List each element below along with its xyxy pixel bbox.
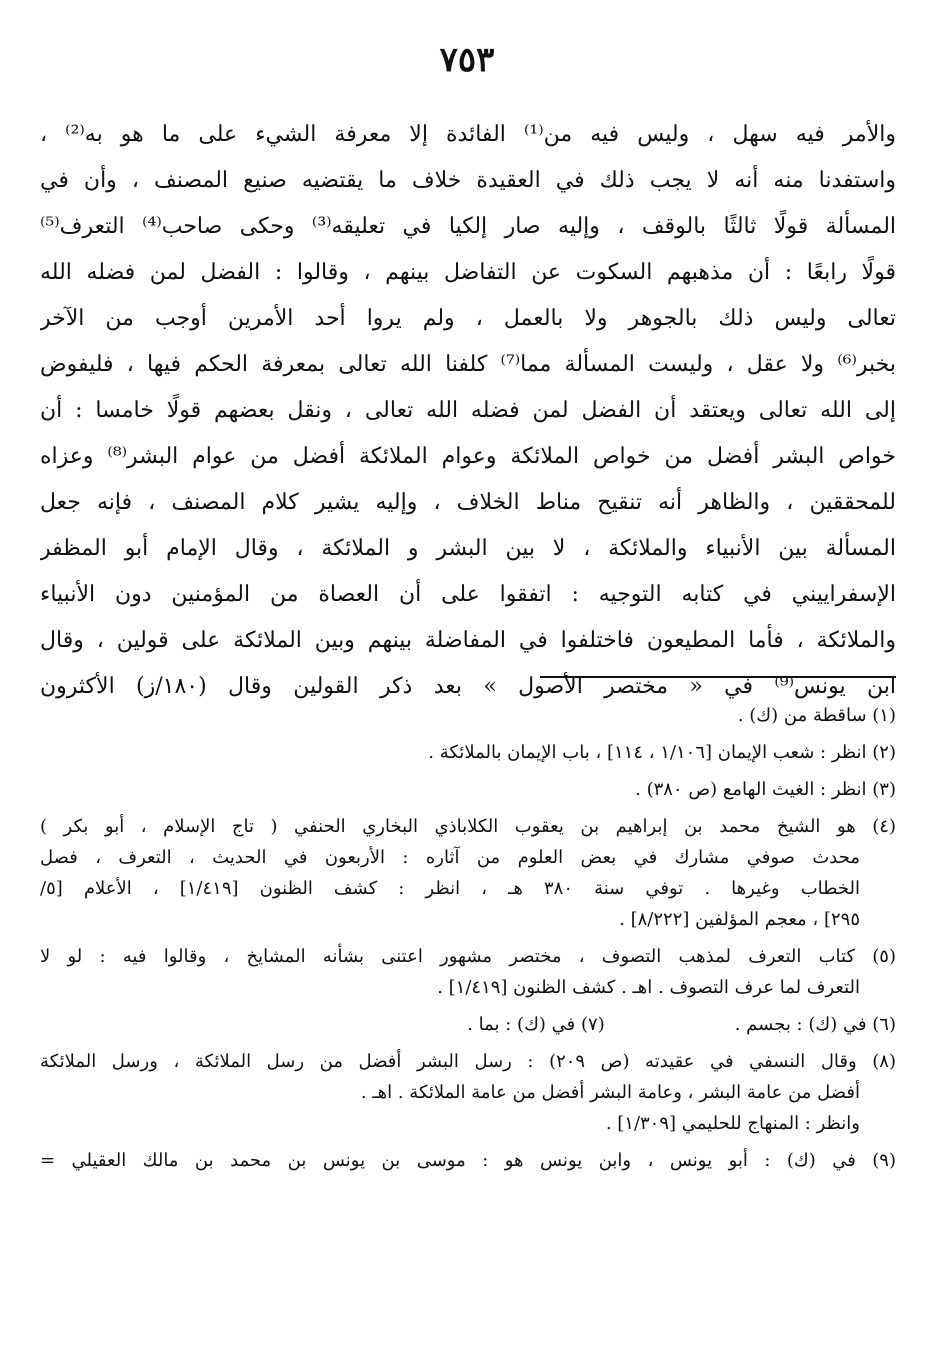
main-text-line: المسألة بين الأنبياء والملائكة ، لا بين البشر و الملائكة ، وقال الإمام أبو المظفر — [40, 536, 896, 561]
main-text-block — [40, 112, 896, 710]
footnote-5 — [40, 941, 896, 1003]
footnote-text: أفضل من عامة البشر ، وعامة البشر أفضل من عامة الملائكة . اهـ . — [360, 1082, 860, 1103]
footnote-4 — [40, 811, 896, 935]
footnote-6: (٦) في (ك) : بجسم . — [734, 1014, 896, 1035]
main-text-line: للمحققين ، والظاهر أنه تنقيح مناط الخلاف ، وإليه يشير كلام المصنف ، فإنه جعل — [40, 490, 896, 515]
footnote-9 — [40, 1145, 896, 1176]
footnote-text: التعرف لما عرف التصوف . اهـ . كشف الظنون [١/٤١٩] . — [437, 977, 860, 998]
footnote-7: (٧) في (ك) : بما . — [467, 1014, 605, 1035]
footnote-text: وانظر : المنهاج للحليمي [١/٣٠٩] . — [605, 1113, 860, 1134]
page-number: ٧٥٣ — [439, 40, 495, 80]
main-text-line: واستفدنا منه أنه لا يجب ذلك في العقيدة خلاف ما يقتضيه صنيع المصنف ، وأن في — [40, 168, 896, 193]
footnote-text: (٩) في (ك) : أبو يونس ، وابن يونس هو : موسى بن يونس بن محمد بن مالك العقيلي = — [40, 1150, 896, 1171]
main-text-line: المسألة قولًا ثالثًا بالوقف ، وإليه صار إلكيا في تعليقه⁽³⁾ وحكى صاحب⁽⁴⁾ التعرف⁽⁵⁾ — [40, 214, 896, 239]
footnote-text: (٥) كتاب التعرف لمذهب التصوف ، مختصر مشهور اعتنى بشأنه المشايخ ، وقالوا فيه : لو لا — [40, 946, 896, 967]
footnote-text: (١) ساقطة من (ك) . — [737, 705, 896, 726]
footnote-text: (٨) وقال النسفي في عقيدته (ص ٢٠٩) : رسل البشر أفضل من رسل الملائكة ، ورسل الملائكة — [40, 1051, 896, 1072]
main-text-line: ابن يونس⁽⁹⁾ في « مختصر الأصول » بعد ذكر القولين وقال (١٨٠/ز) الأكثرون — [40, 674, 896, 699]
main-text-line: إلى الله تعالى ويعتقد أن الفضل لمن فضله الله تعالى ، ونقل بعضهم قولًا خامسا : أن — [40, 398, 896, 423]
main-text-line: والملائكة ، فأما المطيعون فاختلفوا في المفاضلة بينهم وبين الملائكة على قولين ، وقال — [40, 628, 896, 653]
main-text-line: خواص البشر أفضل من خواص الملائكة وعوام الملائكة أفضل من عوام البشر⁽⁸⁾ وعزاه — [40, 444, 896, 469]
main-text-line: والأمر فيه سهل ، وليس فيه من⁽¹⁾ الفائدة إلا معرفة الشيء على ما هو به⁽²⁾ ، — [40, 122, 896, 147]
footnote-text: (٢) انظر : شعب الإيمان [١/١٠٦ ، ١١٤] ، باب الإيمان بالملائكة . — [428, 742, 896, 763]
main-text-line: قولًا رابعًا : أن مذهبهم السكوت عن التفاضل بينهم ، وقالوا : الفضل لمن فضله الله — [40, 260, 896, 285]
main-text-line: تعالى وليس ذلك بالجوهر ولا بالعمل ، ولم يروا أحد الأمرين أوجب من الآخر — [40, 306, 896, 331]
main-text-line: الإسفراييني في كتابه التوجيه : اتفقوا على أن العصاة من المؤمنين دون الأنبياء — [40, 582, 896, 607]
footnote-text: الخطاب وغيرها . توفي سنة ٣٨٠ هـ ، انظر : كشف الظنون [١/٤١٩] ، الأعلام [٥/ — [40, 878, 860, 899]
footnote-text: (٣) انظر : الغيث الهامع (ص ٣٨٠) . — [635, 779, 896, 800]
footnote-3 — [40, 774, 896, 805]
main-text-line: بخبر⁽⁶⁾ ولا عقل ، وليست المسألة مما⁽⁷⁾ كلفنا الله تعالى بمعرفة الحكم فيها ، فليفوض — [40, 352, 896, 377]
footnotes-section — [40, 700, 896, 1182]
footnote-2 — [40, 737, 896, 768]
footnote-1 — [40, 700, 896, 731]
footnote-separator — [540, 676, 896, 678]
footnote-8 — [40, 1046, 896, 1139]
footnote-text: ٢٩٥] ، معجم المؤلفين [٨/٢٢٢] . — [619, 909, 860, 930]
footnote-text: محدث صوفي مشارك في بعض العلوم من آثاره : الأربعون في الحديث ، التعرف ، فصل — [40, 847, 860, 868]
footnote-text: (٤) هو الشيخ محمد بن إبراهيم بن يعقوب الكلاباذي البخاري الحنفي ( تاج الإسلام ، أبو بكر ) — [40, 816, 896, 837]
footnote-pair-6-7 — [40, 1009, 896, 1040]
